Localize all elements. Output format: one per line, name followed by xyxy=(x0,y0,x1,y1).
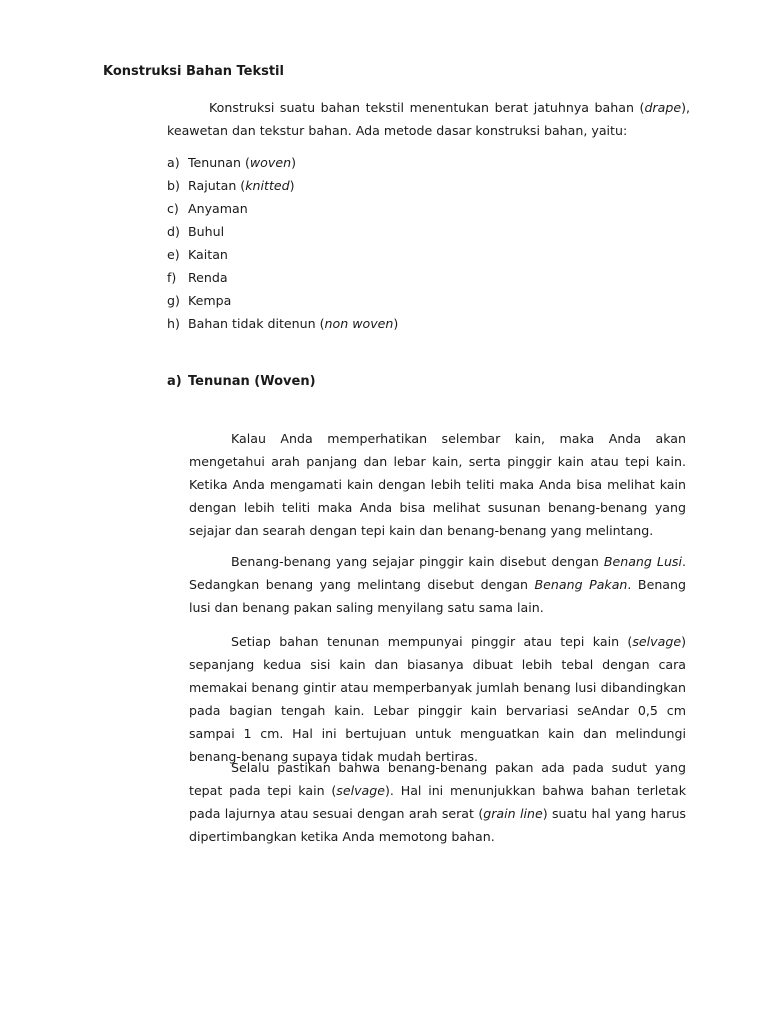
list-marker: h) xyxy=(167,316,180,331)
section-heading xyxy=(167,370,316,393)
intro-paragraph xyxy=(167,96,690,142)
list-marker: f) xyxy=(167,270,177,285)
list-item-text: Tenunan ( xyxy=(188,155,250,170)
section-paragraph-4 xyxy=(189,756,686,848)
list-item-text: Bahan tidak ditenun ( xyxy=(188,316,325,331)
paragraph-text: Setiap bahan tenunan mempunyai pinggir atau tepi kain ( xyxy=(231,634,633,649)
section-marker: a) xyxy=(167,374,182,389)
list-item-suffix: ) xyxy=(393,316,399,331)
paragraph-text: ) suatu hal yang harus dipertimbangkan ketika Anda memotong bahan. xyxy=(189,806,686,844)
list-item-italic: knitted xyxy=(245,178,290,193)
section-paragraph-1: Kalau Anda memperhatikan selembar kain, maka Anda akan mengetahui arah panjang dan lebar kain, serta pinggir kain atau tepi kain. Ketika Anda mengamati kain dengan lebih teliti maka Anda bisa melihat kain dengan lebih teliti maka Anda bisa melihat susunan benang-benang yang sejajar dan searah dengan tepi kain dan benang-benang yang melintang. xyxy=(189,431,686,538)
intro-text: Konstruksi suatu bahan tekstil menentukan berat jatuhnya bahan ( xyxy=(209,100,645,115)
list-marker: g) xyxy=(167,293,180,308)
list-item-text: Renda xyxy=(188,270,228,285)
list-item-text: Rajutan ( xyxy=(188,178,246,193)
list-marker: b) xyxy=(167,178,180,193)
intro-text: ), keawetan dan tekstur bahan. Ada metode dasar konstruksi bahan, yaitu: xyxy=(167,100,690,138)
list-item-suffix: ) xyxy=(289,178,295,193)
paragraph-italic-term: selvage xyxy=(632,634,682,649)
list-item xyxy=(167,243,398,266)
list-item-text: Buhul xyxy=(188,224,225,239)
list-item-text: Anyaman xyxy=(188,201,248,216)
section-paragraph-3 xyxy=(189,630,686,768)
paragraph-italic-term: selvage xyxy=(336,783,386,798)
paragraph-text: ) sepanjang kedua sisi kain dan biasanya dibuat lebih tebal dengan cara memakai benang gintir atau memperbanyak jumlah benang lusi dibandingkan pada bagian tengah kain. Lebar pinggir kain bervariasi seAndar 0,5 cm sampai 1 cm. Hal ini bertujuan untuk menguatkan kain dan melindungi benang-benang supaya tidak mudah bertiras. xyxy=(189,634,686,764)
paragraph-italic-term: Benang Pakan xyxy=(534,577,628,592)
list-item-italic: woven xyxy=(249,155,292,170)
list-item xyxy=(167,289,398,312)
list-item xyxy=(167,174,398,197)
section-paragraph-2 xyxy=(189,550,686,619)
paragraph-text: . Benang lusi dan benang pakan saling menyilang satu sama lain. xyxy=(189,577,686,615)
list-item xyxy=(167,266,398,289)
list-item-text: Kaitan xyxy=(188,247,228,262)
list-item xyxy=(167,220,398,243)
paragraph-italic-term: Benang Lusi xyxy=(603,554,682,569)
list-item xyxy=(167,312,398,335)
paragraph-text: . Sedangkan benang yang melintang disebut dengan xyxy=(189,554,687,592)
paragraph-italic-term: grain line xyxy=(483,806,543,821)
paragraph-text: Selalu pastikan bahwa benang-benang pakan ada pada sudut yang tepat pada tepi kain ( xyxy=(189,760,686,798)
list-marker: c) xyxy=(167,201,179,216)
list-item xyxy=(167,151,398,174)
list-item-italic: non woven xyxy=(324,316,394,331)
list-marker: a) xyxy=(167,155,180,170)
paragraph-text: Benang-benang yang sejajar pinggir kain disebut dengan xyxy=(231,554,604,569)
list-marker: d) xyxy=(167,224,180,239)
list-marker: e) xyxy=(167,247,180,262)
section-heading-text: Tenunan (Woven) xyxy=(188,374,316,389)
list-item-suffix: ) xyxy=(291,155,296,170)
paragraph-text: ). Hal ini menunjukkan bahwa bahan terletak pada lajurnya atau sesuai dengan arah serat ( xyxy=(189,783,686,821)
document-title: Konstruksi Bahan Tekstil xyxy=(103,64,284,79)
intro-italic-term: drape xyxy=(644,100,682,115)
list-item xyxy=(167,197,398,220)
construction-methods-list xyxy=(167,151,398,335)
list-item-text: Kempa xyxy=(188,293,232,308)
